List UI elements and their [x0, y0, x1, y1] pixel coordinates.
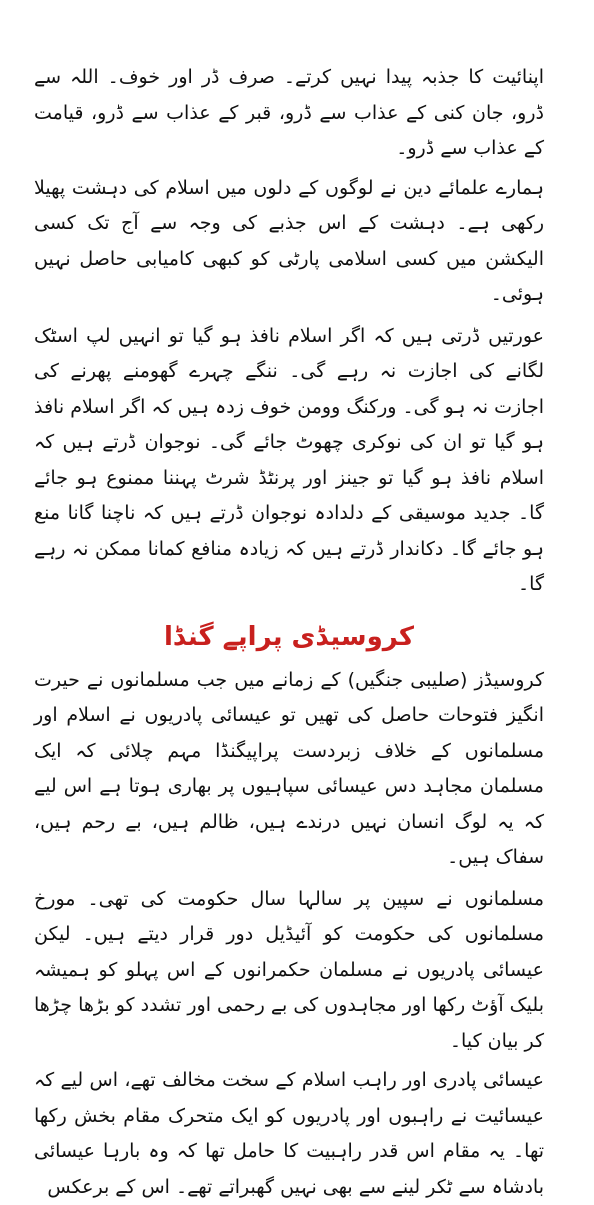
paragraph: عورتیں ڈرتی ہیں کہ اگر اسلام نافذ ہو گیا تو انہیں لپ اسٹک لگانے کی اجازت نہ رہے گی۔ ننگے چہرے گھومنے پھرنے کی اجازت نہ ہو گی۔ ورکنگ وومن خوف زدہ ہیں کہ اگر اسلام نافذ ہو گیا تو ان کی نوکری چھوٹ جائے گی۔ نوجوان ڈرتے ہیں کہ اسلام نافذ ہو گیا تو جینز اور پرنٹڈ شرٹ پہننا ممنوع ہو جائے گا۔ جدید موسیقی کے دلدادہ نوجوان ڈرتے ہیں کہ ناچنا گانا منع ہو جائے گا۔ دکاندار ڈرتے ہیں کہ زیادہ منافع کمانا ممکن نہ رہے گا۔: [34, 324, 544, 595]
paragraph: کروسیڈز (صلیبی جنگیں) کے زمانے میں جب مسلمانوں نے حیرت انگیز فتوحات حاصل کی تھیں تو عیسائی پادریوں نے اسلام اور مسلمانوں کے خلاف زبردست پراپیگنڈا مہم چلائی کہ ایک مسلمان مجاہد دس عیسائی سپاہیوں پر بھاری ہوتا ہے اس لیے کہ یہ لوگ انسان نہیں درندے ہیں، ظالم ہیں، بے رحم ہیں، سفاک ہیں۔: [34, 668, 544, 868]
paragraph: عیسائی پادری اور راہب اسلام کے سخت مخالف تھے، اس لیے کہ عیسائیت نے راہبوں اور پادریوں کو ایک متحرک مقام بخش رکھا تھا۔ یہ مقام اس قدر راہبیت کا حامل تھا کہ وہ بارہا عیسائی بادشاہ سے ٹکر لینے سے بھی نہیں گھبراتے تھے۔ اس کے برعکس: [34, 1069, 544, 1198]
paragraph: اپنائیت کا جذبہ پیدا نہیں کرتے۔ صرف ڈر اور خوف۔ اللہ سے ڈرو، جان کنی کے عذاب سے ڈرو، قبر کے عذاب سے ڈرو، قیامت کے عذاب سے ڈرو۔: [34, 66, 544, 159]
section-heading: کروسیڈی پراپے گنڈا: [163, 621, 415, 652]
paragraph: ہمارے علمائے دین نے لوگوں کے دلوں میں اسلام کی دہشت پھیلا رکھی ہے۔ دہشت کے اس جذبے کی وجہ سے آج تک کسی الیکشن میں کسی اسلامی پارٹی کو کبھی کامیابی حاصل نہیں ہوئی۔: [34, 176, 544, 305]
paragraph: مسلمانوں نے سپین پر سالہا سال حکومت کی تھی۔ مورخ مسلمانوں کی حکومت کو آئیڈیل دور قرار دیتے ہیں۔ لیکن عیسائی پادریوں نے مسلمان حکمرانوں کے اس پہلو کو ہمیشہ بلیک آؤٹ رکھا اور مجاہدوں کی بے رحمی اور تشدد کو بڑھا چڑھا کر بیان کیا۔: [34, 887, 544, 1052]
